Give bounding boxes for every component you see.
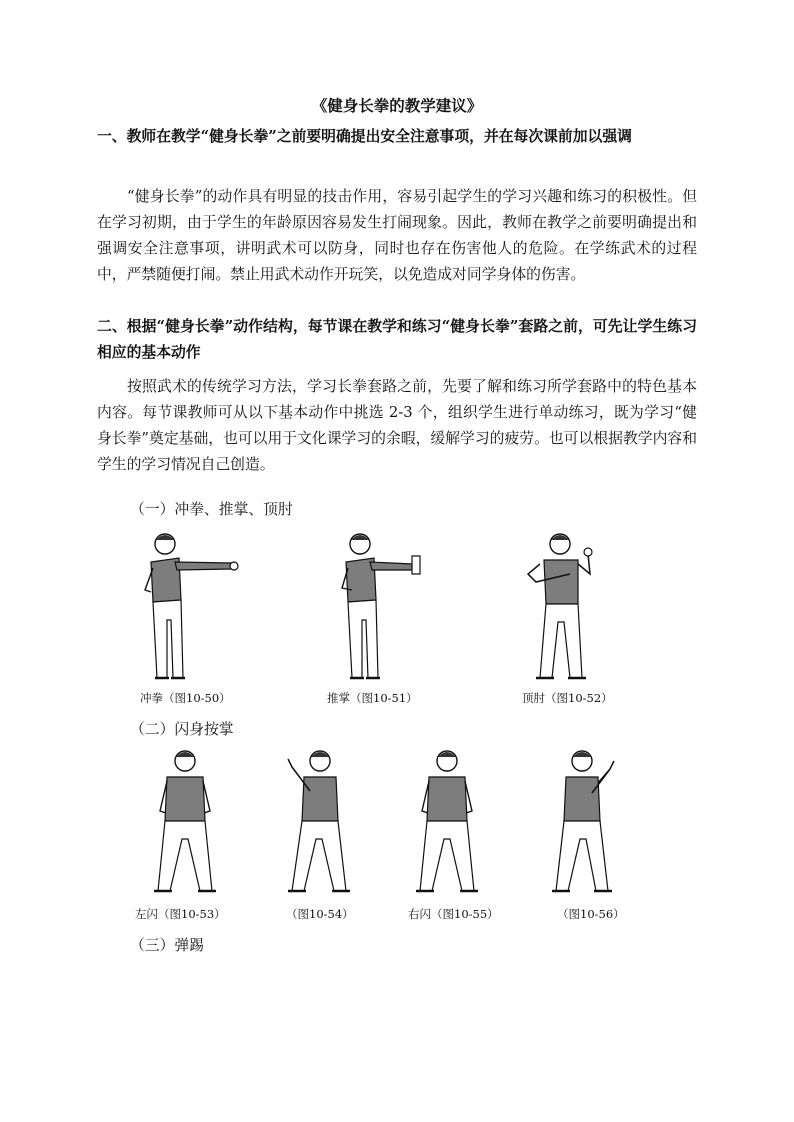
caption-fig-10-51: 推掌（图10-51） (327, 691, 418, 705)
group2-label: （二）闪身按掌 (130, 721, 234, 738)
section2-body: 按照武术的传统学习方法，学习长拳套路之前，先要了解和练习所学套路中的特色基本内容。每节课教师可从以下基本动作中挑选 2-3 个，组织学生进行单动练习，既为学习“健身长拳”奠定基础，也可以用于文化课学习的余暇，缓解学习的疲劳。也可以根据教学内容和学生的学习情况自己创造。 (97, 378, 697, 473)
caption-fig-10-55: 右闪（图10-55） (408, 907, 499, 921)
figure-punch (135, 528, 245, 688)
section2-heading: 二、根据“健身长拳”动作结构，每节课在教学和练习“健身长拳”套路之前，可先让学生练习相应的基本动作 (97, 318, 697, 361)
caption-fig-10-52: 顶肘（图10-52） (522, 691, 613, 705)
caption-fig-10-54: （图10-54） (286, 907, 354, 921)
caption-fig-10-50: 冲拳（图10-50） (140, 691, 231, 705)
figure-palm-push (330, 528, 440, 688)
figure-dodge-press-right (548, 745, 623, 900)
figure-left-dodge (150, 745, 220, 900)
document-title: 《健身长拳的教学建议》 (311, 96, 483, 115)
section1-body: “健身长拳”的动作具有明显的技击作用，容易引起学生的学习兴趣和练习的积极性。但在学习初期，由于学生的年龄原因容易发生打闹现象。因此，教师在教学之前要明确提出和强调安全注意事项，讲明武术可以防身，同时也存在伤害他人的危险。在学练武术的过程中，严禁随便打闹。禁止用武术动作开玩笑，以免造成对同学身体的伤害。 (97, 188, 697, 283)
figure-elbow-strike (518, 528, 628, 688)
section1-heading: 一、教师在教学“健身长拳”之前要明确提出安全注意事项，并在每次课前加以强调 (97, 128, 632, 145)
figure-dodge-press-left (280, 745, 355, 900)
group3-label: （三）弹踢 (130, 937, 204, 954)
caption-fig-10-56: （图10-56） (557, 907, 625, 921)
caption-fig-10-53: 左闪（图10-53） (135, 907, 226, 921)
figure-right-dodge (412, 745, 482, 900)
group1-label: （一）冲拳、推掌、顶肘 (130, 501, 293, 518)
